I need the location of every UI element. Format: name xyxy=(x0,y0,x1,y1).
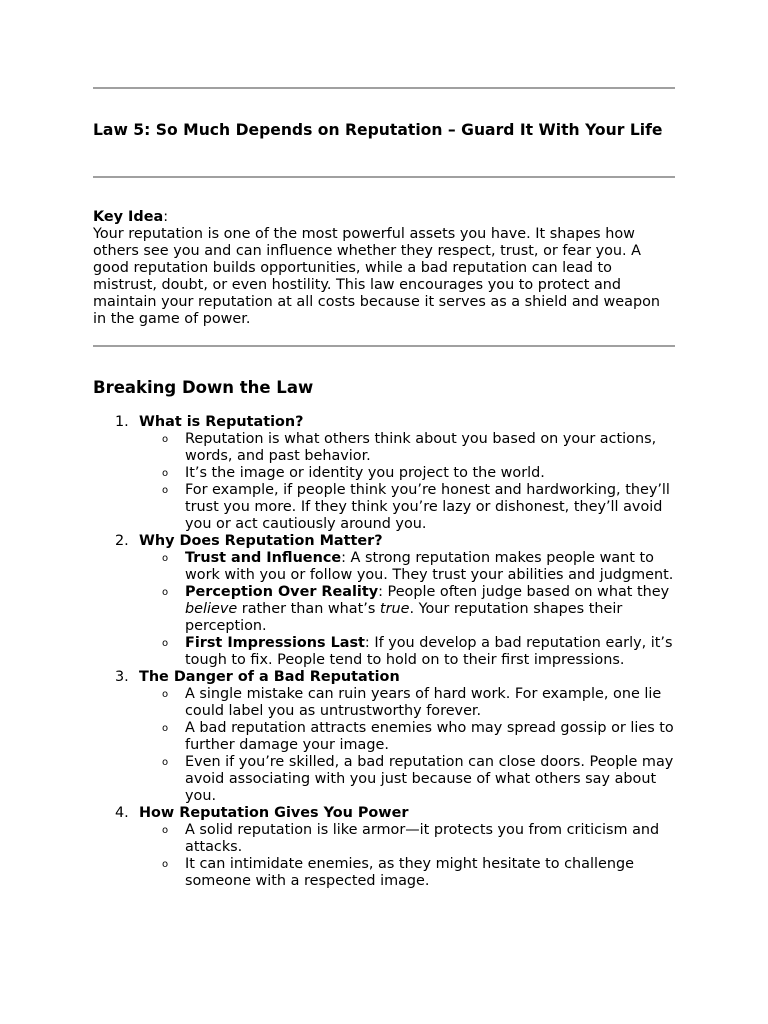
bullet-icon: o xyxy=(162,434,169,445)
sub-item xyxy=(139,635,675,669)
sub-item-text: : A strong reputation makes people want to work with you or follow you. They trust your abilities and judgment. xyxy=(185,550,674,583)
sub-list xyxy=(139,550,675,669)
divider-top xyxy=(93,87,675,89)
key-idea-label: Key Idea xyxy=(93,209,164,225)
sub-item-text: . Your reputation shapes their perception. xyxy=(185,601,623,634)
bullet-icon: o xyxy=(162,757,169,768)
item-number: 4. xyxy=(115,805,129,821)
divider-title xyxy=(93,176,675,178)
sub-item xyxy=(139,754,675,805)
bullet-icon: o xyxy=(162,859,169,870)
sub-item xyxy=(139,465,675,482)
list-item xyxy=(93,533,675,669)
sub-item-term: Trust and Influence xyxy=(185,550,342,566)
sub-item-term: Perception Over Reality xyxy=(185,584,379,600)
sub-list xyxy=(139,822,675,890)
sub-item-text: A single mistake can ruin years of hard work. For example, one lie could label you as untrustworthy forever. xyxy=(185,686,662,719)
sub-item-text: A bad reputation attracts enemies who may spread gossip or lies to further damage your image. xyxy=(185,720,674,753)
sub-item xyxy=(139,856,675,890)
bullet-icon: o xyxy=(162,587,169,598)
sub-item xyxy=(139,431,675,465)
sub-item xyxy=(139,482,675,533)
bullet-icon: o xyxy=(162,553,169,564)
bullet-icon: o xyxy=(162,485,169,496)
item-heading: How Reputation Gives You Power xyxy=(139,805,409,821)
item-heading: The Danger of a Bad Reputation xyxy=(139,669,400,685)
key-idea-separator: : xyxy=(163,209,169,225)
list-item xyxy=(93,414,675,533)
sub-item xyxy=(139,720,675,754)
document-title: Law 5: So Much Depends on Reputation – Guard It With Your Life xyxy=(93,121,663,139)
item-number: 1. xyxy=(115,414,129,430)
item-heading: Why Does Reputation Matter? xyxy=(139,533,383,549)
bullet-icon: o xyxy=(162,468,169,479)
law-breakdown-list xyxy=(93,414,675,890)
bullet-icon: o xyxy=(162,689,169,700)
sub-item-text: It can intimidate enemies, as they might hesitate to challenge someone with a respected image. xyxy=(185,856,634,889)
sub-item-text: Even if you’re skilled, a bad reputation can close doors. People may avoid associating with you just because of what others say about you. xyxy=(185,754,674,804)
bullet-icon: o xyxy=(162,638,169,649)
section-title: Breaking Down the Law xyxy=(93,378,314,397)
item-number: 3. xyxy=(115,669,129,685)
item-number: 2. xyxy=(115,533,129,549)
key-idea-text: Your reputation is one of the most powerful assets you have. It shapes how others see you and can influence whether they respect, trust, or fear you. A good reputation builds opportunities, while a bad reputation can lead to mistrust, doubt, or even hostility. This law encourages you to protect and maintain your reputation at all costs because it serves as a shield and weapon in the game of power. xyxy=(93,226,661,327)
sub-item-text: For example, if people think you’re honest and hardworking, they’ll trust you more. If they think you’re lazy or dishonest, they’ll avoid you or act cautiously around you. xyxy=(185,482,670,532)
sub-item-text: : If you develop a bad reputation early, it’s tough to fix. People tend to hold on to their first impressions. xyxy=(185,635,673,668)
sub-item-text: rather than what’s xyxy=(237,601,380,617)
sub-item-text: Reputation is what others think about you based on your actions, words, and past behavior. xyxy=(185,431,657,464)
list-item xyxy=(93,669,675,805)
sub-item-text: : People often judge based on what they xyxy=(378,584,670,600)
item-heading: What is Reputation? xyxy=(139,414,304,430)
sub-item-text: A solid reputation is like armor—it protects you from criticism and attacks. xyxy=(185,822,660,855)
bullet-icon: o xyxy=(162,723,169,734)
sub-list xyxy=(139,686,675,805)
emphasis-believe: believe xyxy=(185,601,238,617)
sub-item xyxy=(139,550,675,584)
sub-list xyxy=(139,431,675,533)
sub-item-term: First Impressions Last xyxy=(185,635,365,651)
sub-item xyxy=(139,584,675,635)
sub-item-text: It’s the image or identity you project to the world. xyxy=(185,465,545,481)
list-item xyxy=(93,805,675,890)
emphasis-true: true xyxy=(379,601,410,617)
key-idea-block xyxy=(93,209,675,328)
sub-item xyxy=(139,686,675,720)
sub-item xyxy=(139,822,675,856)
divider-key-idea xyxy=(93,345,675,347)
bullet-icon: o xyxy=(162,825,169,836)
